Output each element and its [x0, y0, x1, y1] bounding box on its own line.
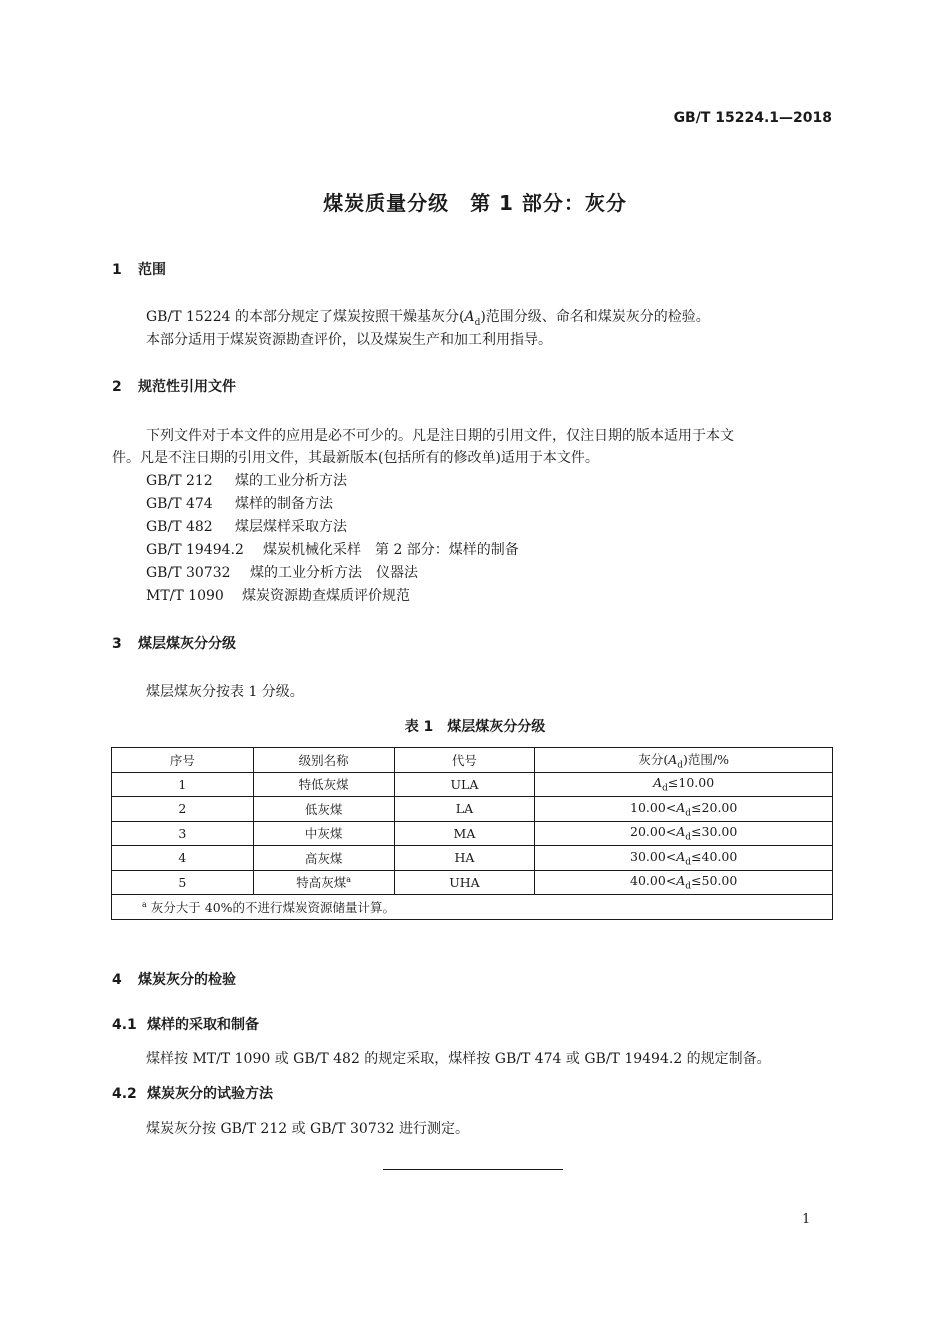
cell-code: UHA: [394, 870, 535, 895]
symbol: A: [676, 799, 686, 815]
reference-title: 煤的工业分析方法: [235, 473, 347, 489]
subscript: d: [677, 760, 684, 770]
section-title: 规范性引用文件: [138, 379, 236, 395]
footnote-mark: a: [346, 875, 352, 885]
header-range: [535, 748, 833, 773]
symbol: A: [676, 848, 686, 864]
section-4-1-paragraph: 煤样按 MT/T 1090 或 GB/T 482 的规定采取，煤样按 GB/T 474 或 GB/T 19494.2 的规定制备。: [146, 1051, 771, 1067]
section-number: 1: [112, 262, 122, 278]
reference-item: [146, 516, 347, 536]
cell-seq: 5: [112, 870, 254, 895]
table-row: [112, 797, 833, 822]
reference-code: MT/T 1090: [146, 588, 224, 604]
ash-grade-table: [111, 747, 833, 920]
reference-item: [146, 562, 418, 582]
cell-code: HA: [394, 846, 535, 871]
section-title: 煤炭灰分的试验方法: [147, 1086, 273, 1102]
section-number: 2: [112, 379, 122, 395]
cell-grade-name: 低灰煤: [253, 797, 394, 822]
footnote-mark: a: [142, 899, 147, 909]
range-low: 20.00<: [630, 824, 677, 839]
section-title: 煤层煤灰分分级: [138, 636, 236, 652]
table-row: [112, 870, 833, 895]
header-seq: 序号: [112, 748, 254, 773]
cell-code: MA: [394, 821, 535, 846]
end-rule: [383, 1169, 563, 1170]
range-high: ≤10.00: [667, 775, 715, 790]
table-header-row: [112, 748, 833, 773]
symbol: A: [668, 751, 678, 767]
range-high: ≤40.00: [691, 848, 738, 864]
section-3-paragraph: 煤层煤灰分按表 1 分级。: [146, 684, 304, 700]
section-1-heading: [112, 259, 166, 279]
section-title: 范围: [138, 262, 166, 278]
table-row: [112, 821, 833, 846]
header-code: 代号: [394, 748, 535, 773]
symbol: A: [653, 775, 663, 790]
document-title: 煤炭质量分级 第 1 部分：灰分: [323, 191, 627, 215]
table-footnote: [112, 895, 833, 920]
cell-range: [535, 772, 833, 797]
text: )范围/%: [683, 751, 729, 767]
text: GB/T 15224 的本部分规定了煤炭按照干燥基灰分(: [146, 309, 465, 325]
subscript: d: [685, 881, 692, 892]
range-low: 10.00<: [630, 799, 677, 815]
table-row: [112, 846, 833, 871]
table-caption: 表 1 煤层煤灰分分级: [404, 719, 546, 735]
subscript: d: [474, 317, 481, 328]
text: 灰分(: [638, 751, 669, 767]
range-low: 30.00<: [630, 848, 677, 864]
section-4-2-heading: [112, 1083, 273, 1103]
cell-grade-name: 特低灰煤: [253, 772, 394, 797]
reference-title: 煤炭资源勘查煤质评价规范: [242, 588, 410, 604]
section-number: 3: [112, 636, 122, 652]
range-high: ≤30.00: [691, 824, 738, 839]
cell-range: [535, 797, 833, 822]
cell-seq: 3: [112, 821, 254, 846]
cell-grade-name: 中灰煤: [253, 821, 394, 846]
cell-code: LA: [394, 797, 535, 822]
table-footnote-row: [112, 895, 833, 920]
cell-range: [535, 821, 833, 846]
section-2-paragraph-1: 下列文件对于本文件的应用是必不可少的。凡是注日期的引用文件，仅注日期的版本适用于本文: [146, 428, 734, 444]
reference-item: [146, 470, 347, 490]
text: )范围分级、命名和煤炭灰分的检验。: [480, 309, 710, 325]
section-title: 煤炭灰分的检验: [138, 972, 236, 988]
symbol: A: [676, 873, 686, 888]
range-high: ≤50.00: [691, 873, 738, 888]
section-number: 4.1: [112, 1017, 137, 1033]
standard-number: GB/T 15224.1—2018: [673, 110, 832, 126]
range-low: 40.00<: [630, 873, 677, 888]
reference-code: GB/T 19494.2: [146, 542, 244, 558]
section-1-paragraph-2: 本部分适用于煤炭资源勘查评价，以及煤炭生产和加工利用指导。: [146, 332, 552, 348]
reference-item: [146, 493, 333, 513]
range-high: ≤20.00: [691, 799, 738, 815]
reference-title: 煤层煤样采取方法: [235, 519, 347, 535]
cell-range: [535, 870, 833, 895]
text: 特高灰煤: [296, 875, 347, 891]
reference-code: GB/T 212: [146, 473, 213, 489]
reference-title: 煤炭机械化采样 第 2 部分：煤样的制备: [263, 542, 519, 558]
section-3-heading: [112, 633, 236, 653]
reference-code: GB/T 474: [146, 496, 213, 512]
footnote-text: 灰分大于 40%的不进行煤炭资源储量计算。: [150, 899, 396, 915]
section-4-heading: [112, 969, 236, 989]
symbol: A: [464, 309, 475, 325]
cell-seq: 4: [112, 846, 254, 871]
cell-range: [535, 846, 833, 871]
subscript: d: [685, 832, 692, 843]
subscript: d: [685, 857, 692, 867]
section-2-paragraph-1-continued: 件。凡是不注日期的引用文件，其最新版本(包括所有的修改单)适用于本文件。: [112, 450, 599, 466]
symbol: A: [676, 824, 686, 839]
reference-title: 煤的工业分析方法 仪器法: [250, 565, 418, 581]
page-number: 1: [802, 1212, 811, 1227]
cell-seq: 1: [112, 772, 254, 797]
section-number: 4.2: [112, 1086, 137, 1102]
subscript: d: [685, 808, 692, 818]
cell-seq: 2: [112, 797, 254, 822]
reference-item: [146, 585, 410, 605]
section-4-2-paragraph: 煤炭灰分按 GB/T 212 或 GB/T 30732 进行测定。: [146, 1121, 470, 1137]
cell-grade-name: 高灰煤: [253, 846, 394, 871]
reference-title: 煤样的制备方法: [235, 496, 333, 512]
section-1-paragraph-1: [146, 306, 710, 328]
section-number: 4: [112, 972, 122, 988]
section-title: 煤样的采取和制备: [147, 1017, 259, 1033]
cell-grade-name: [253, 870, 394, 895]
reference-code: GB/T 482: [146, 519, 213, 535]
header-grade-name: 级别名称: [253, 748, 394, 773]
table-row: [112, 772, 833, 797]
reference-code: GB/T 30732: [146, 565, 231, 581]
reference-item: [146, 539, 519, 559]
subscript: d: [662, 783, 668, 794]
cell-code: ULA: [394, 772, 535, 797]
section-2-heading: [112, 376, 236, 396]
section-4-1-heading: [112, 1014, 259, 1034]
